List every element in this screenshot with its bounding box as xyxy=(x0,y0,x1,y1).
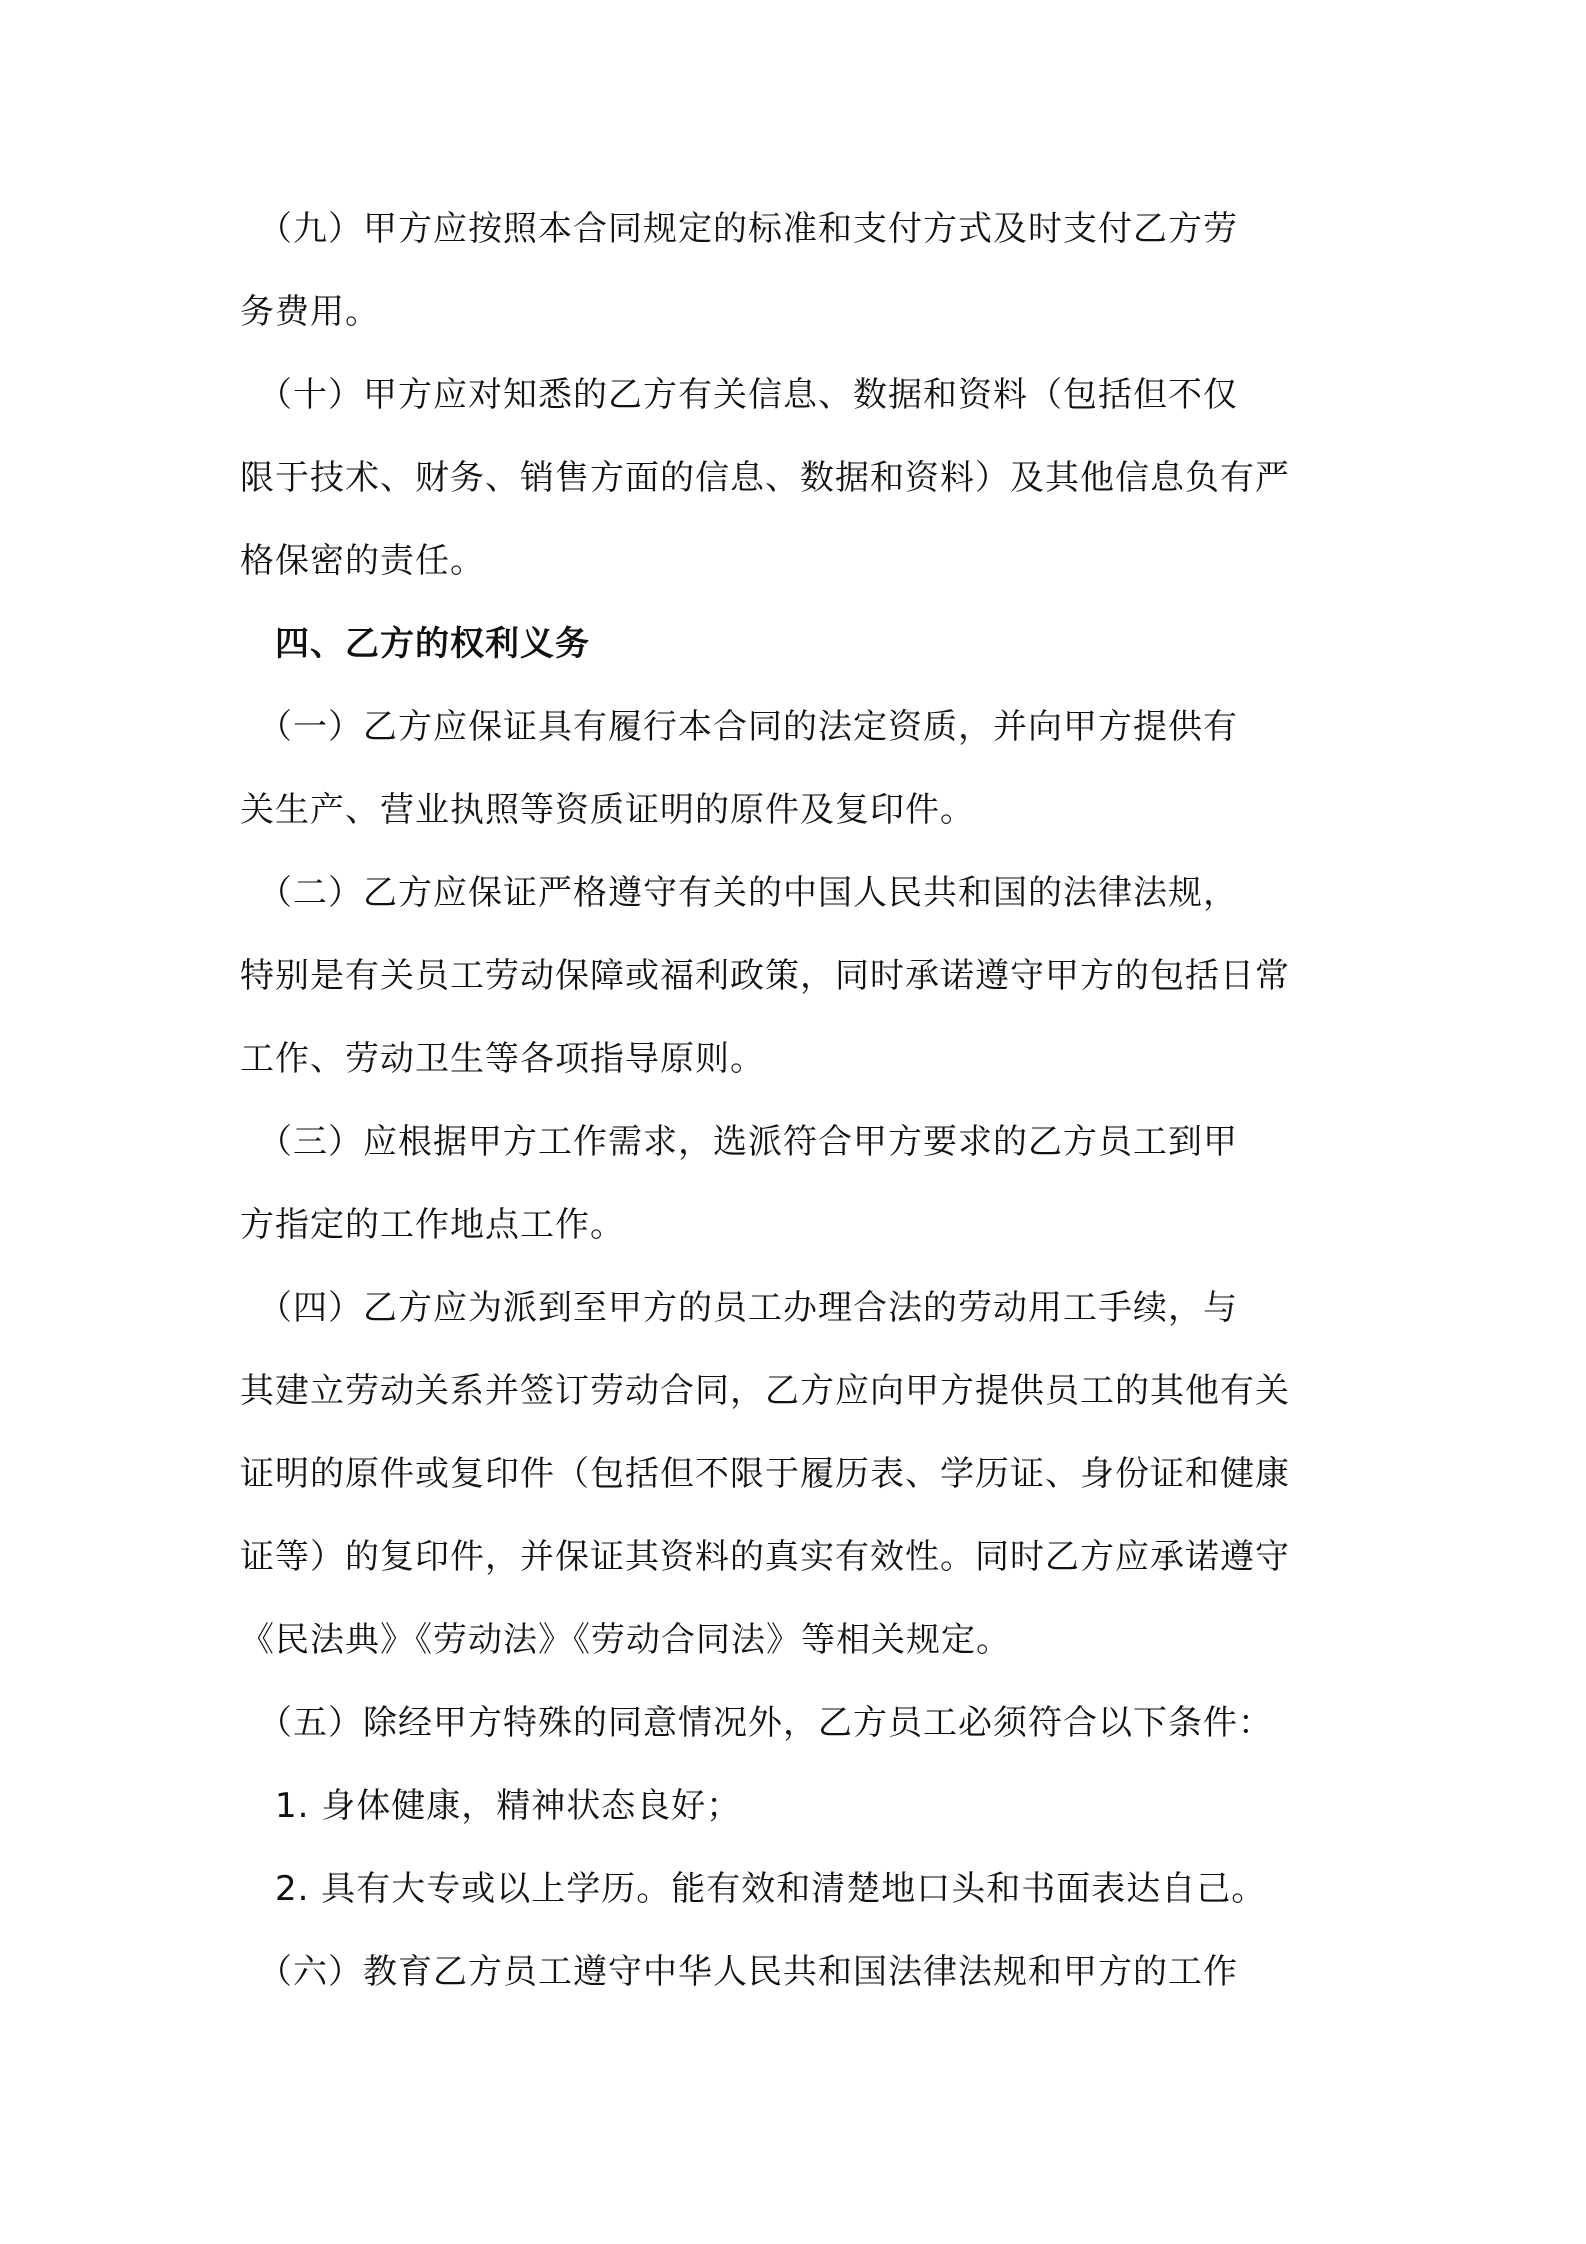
text-line: （十）甲方应对知悉的乙方有关信息、数据和资料（包括但不仅 xyxy=(240,375,1238,415)
paragraph xyxy=(240,188,1360,354)
text-line: （六）教育乙方员工遵守中华人民共和国法律法规和甲方的工作 xyxy=(240,1952,1238,1992)
paragraph xyxy=(240,1267,1360,1682)
paragraph xyxy=(240,1848,1360,1931)
text-line: 务费用。 xyxy=(240,292,380,332)
text-line: 方指定的工作地点工作。 xyxy=(240,1205,625,1245)
text-line: 关生产、营业执照等资质证明的原件及复印件。 xyxy=(240,790,975,830)
text-line: 四、乙方的权利义务 xyxy=(240,624,590,664)
text-line: 限于技术、财务、销售方面的信息、数据和资料）及其他信息负有严 xyxy=(240,458,1290,498)
text-line: 1. 身体健康，精神状态良好； xyxy=(240,1786,742,1826)
text-line: （二）乙方应保证严格遵守有关的中国人民共和国的法律法规， xyxy=(240,873,1238,913)
paragraph xyxy=(240,1101,1360,1267)
text-line: 《民法典》《劳动法》《劳动合同法》等相关规定。 xyxy=(240,1620,1011,1660)
text-line: 证等）的复印件，并保证其资料的真实有效性。同时乙方应承诺遵守 xyxy=(240,1537,1290,1577)
section-heading xyxy=(240,603,1360,686)
text-line: （四）乙方应为派到至甲方的员工办理合法的劳动用工手续，与 xyxy=(240,1288,1238,1328)
paragraph xyxy=(240,354,1360,603)
text-line: （五）除经甲方特殊的同意情况外，乙方员工必须符合以下条件： xyxy=(240,1703,1273,1743)
text-line: 特别是有关员工劳动保障或福利政策，同时承诺遵守甲方的包括日常 xyxy=(240,956,1290,996)
document-body xyxy=(240,188,1360,2014)
text-line: 证明的原件或复印件（包括但不限于履历表、学历证、身份证和健康 xyxy=(240,1454,1290,1494)
paragraph xyxy=(240,1931,1360,2014)
text-line: 格保密的责任。 xyxy=(240,541,485,581)
paragraph xyxy=(240,686,1360,852)
text-line: 其建立劳动关系并签订劳动合同，乙方应向甲方提供员工的其他有关 xyxy=(240,1371,1290,1411)
paragraph xyxy=(240,1682,1360,1765)
text-line: （一）乙方应保证具有履行本合同的法定资质，并向甲方提供有 xyxy=(240,707,1238,747)
text-line: 2. 具有大专或以上学历。能有效和清楚地口头和书面表达自己。 xyxy=(240,1869,1267,1909)
paragraph xyxy=(240,1765,1360,1848)
text-line: （三）应根据甲方工作需求，选派符合甲方要求的乙方员工到甲 xyxy=(240,1122,1238,1162)
text-line: 工作、劳动卫生等各项指导原则。 xyxy=(240,1039,765,1079)
paragraph xyxy=(240,852,1360,1101)
text-line: （九）甲方应按照本合同规定的标准和支付方式及时支付乙方劳 xyxy=(240,209,1238,249)
